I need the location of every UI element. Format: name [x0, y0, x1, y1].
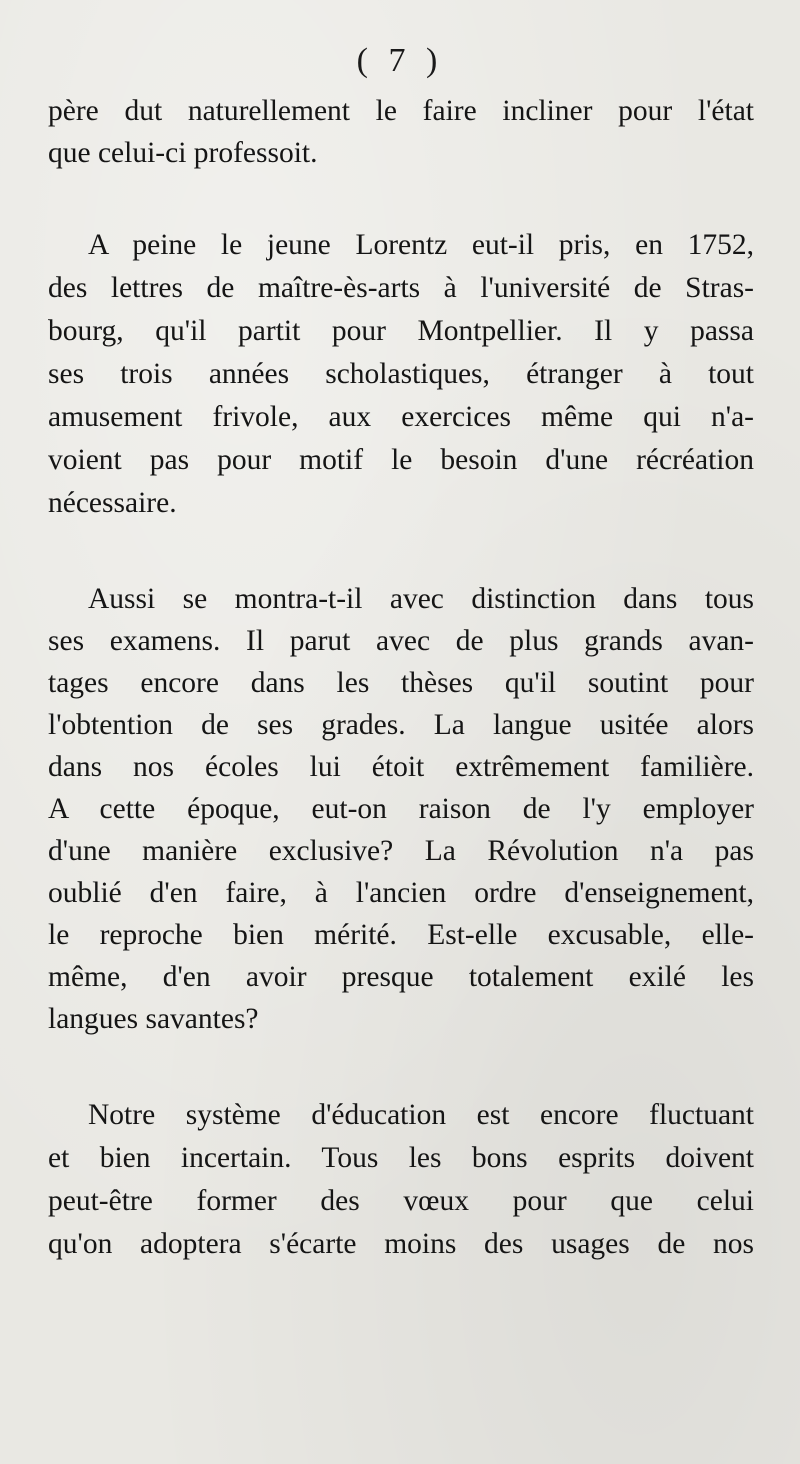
text-line: Aussi se montra-t-il avec distinction dans tous [88, 583, 754, 615]
text-line: même, d'en avoir presque totalement exilé les [48, 961, 754, 993]
text-line: l'obtention de ses grades. La langue usitée alors [48, 709, 754, 741]
text-line: bourg, qu'il partit pour Montpellier. Il y passa [48, 315, 754, 347]
text-line: que celui-ci professoit. [48, 137, 318, 169]
text-line: père dut naturellement le faire incliner pour l'état [48, 95, 754, 127]
text-line: nécessaire. [48, 487, 177, 519]
text-line: voient pas pour motif le besoin d'une récréation [48, 444, 754, 476]
text-line: langues savantes? [48, 1003, 259, 1035]
text-line: tages encore dans les thèses qu'il soutint pour [48, 667, 754, 699]
text-line: d'une manière exclusive? La Révolution n'a pas [48, 835, 754, 867]
text-line: ses trois années scholastiques, étranger à tout [48, 358, 754, 390]
text-line: des lettres de maître-ès-arts à l'université de Stras- [48, 272, 754, 304]
page-number: ( 7 ) [356, 42, 444, 79]
text-line: ses examens. Il parut avec de plus grands avan- [48, 625, 754, 657]
text-line: le reproche bien mérité. Est-elle excusable, elle- [48, 919, 754, 951]
text-line: dans nos écoles lui étoit extrêmement familière. [48, 751, 754, 783]
text-line: Notre système d'éducation est encore fluctuant [88, 1099, 754, 1131]
text-line: peut-être former des vœux pour que celui [48, 1185, 754, 1217]
text-line: A peine le jeune Lorentz eut-il pris, en 1752, [88, 229, 754, 261]
text-line: A cette époque, eut-on raison de l'y employer [48, 793, 754, 825]
text-line: oublié d'en faire, à l'ancien ordre d'enseignement, [48, 877, 754, 909]
text-line: qu'on adoptera s'écarte moins des usages de nos [48, 1228, 754, 1260]
text-line: et bien incertain. Tous les bons esprits doivent [48, 1142, 754, 1174]
text-line: amusement frivole, aux exercices même qui n'a- [48, 401, 754, 433]
